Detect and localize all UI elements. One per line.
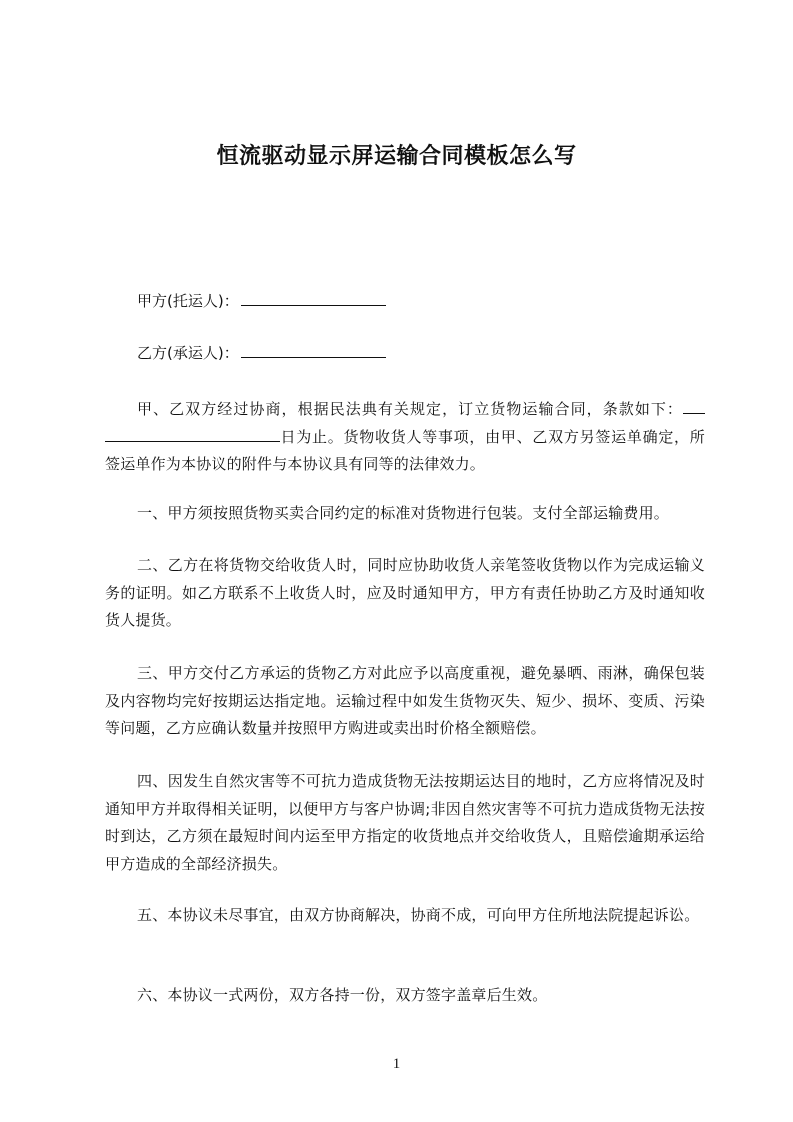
clause-3: 三、甲方交付乙方承运的货物乙方对此应予以高度重视，避免暴晒、雨淋，确保包装及内容物均完好按期运达指定地。运输过程中如发生货物灭失、短少、损坏、变质、污染等问题，乙方应确认数量并按照甲方购进或卖出时价格全额赔偿。 [105,664,705,737]
clause-4: 四、因发生自然灾害等不可抗力造成货物无法按期运达目的地时，乙方应将情况及时通知甲方并取得相关证明，以便甲方与客户协调;非因自然灾害等不可抗力造成货物无法按时到达，乙方须在最短时间内运至甲方指定的收货地点并交给收货人，且赔偿逾期承运给甲方造成的全部经济损失。 [105,772,705,873]
clause-1: 一、甲方须按照货物买卖合同约定的标准对货物进行包装。支付全部运输费用。 [137,504,670,522]
party-a-field [137,288,386,314]
clause-6: 六、本协议一式两份，双方各持一份，双方签字盖章后生效。 [137,986,548,1004]
intro-date-blank-2 [105,425,280,442]
intro-text-before-blank: 甲、乙双方经过协商，根据民法典有关规定，订立货物运输合同，条款如下： [137,400,683,418]
document-title: 恒流驱动显示屏运输合同模板怎么写 [216,144,577,169]
page-number: 1 [392,1056,401,1072]
party-b-label: 乙方(承运人)： [137,344,239,362]
clause-5: 五、本协议未尽事宜，由双方协商解决，协商不成，可向甲方住所地法院提起诉讼。 [137,906,700,924]
clause-2: 二、乙方在将货物交给收货人时，同时应协助收货人亲笔签收货物以作为完成运输义务的证明。如乙方联系不上收货人时，应及时通知甲方，甲方有责任协助乙方及时通知收货人提货。 [105,556,705,629]
party-a-blank-line [241,289,386,306]
intro-text-after-blank: 日为止。货物收货人等事项，由甲、乙双方另签运单确定，所签运单作为本协议的附件与本协议具有同等的法律效力。 [105,427,705,473]
party-b-field [137,340,386,366]
intro-paragraph [105,396,705,479]
intro-date-blank-1 [683,397,705,414]
party-a-label: 甲方(托运人)： [137,292,239,310]
party-b-blank-line [241,341,386,358]
